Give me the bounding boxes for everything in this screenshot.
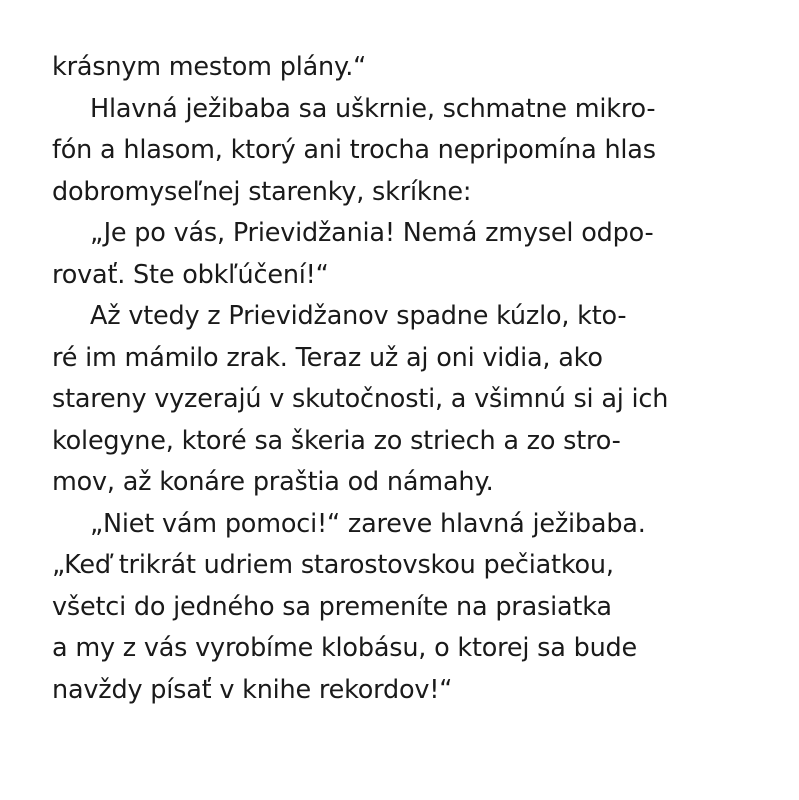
text-line: „Je po vás, Prievidžania! Nemá zmysel odpo-	[90, 218, 654, 248]
text-line: „Niet vám pomoci!“ zareve hlavná ježibaba.	[90, 508, 646, 539]
text-line: stareny vyzerajú v skutočnosti, a všimnú si aj ich	[52, 384, 669, 414]
text-line: fón a hlasom, ktorý ani trocha nepripomína hlas	[52, 135, 656, 165]
text-line: krásnym mestom plány.“	[52, 52, 367, 82]
text-line: kolegyne, ktoré sa škeria zo striech a zo stro-	[52, 425, 621, 456]
text-line: všetci do jedného sa premeníte na prasiatka	[52, 591, 612, 622]
text-line: dobromyseľnej starenky, skríkne:	[52, 176, 472, 207]
text-line: ré im mámilo zrak. Teraz už aj oni vidia, ako	[52, 342, 603, 373]
text-line: rovať. Ste obkľúčení!“	[52, 259, 329, 290]
text-line: Až vtedy z Prievidžanov spadne kúzlo, kto-	[90, 301, 627, 331]
text-line: mov, až konáre praštia od námahy.	[52, 467, 494, 497]
text-line: navždy písať v knihe rekordov!“	[52, 674, 453, 705]
text-line: Hlavná ježibaba sa uškrnie, schmatne mikro-	[90, 93, 656, 124]
text-line: a my z vás vyrobíme klobásu, o ktorej sa bude	[52, 633, 638, 663]
text-line: „Keď trikrát udriem starostovskou pečiatkou,	[52, 550, 614, 580]
body-text	[52, 47, 752, 711]
